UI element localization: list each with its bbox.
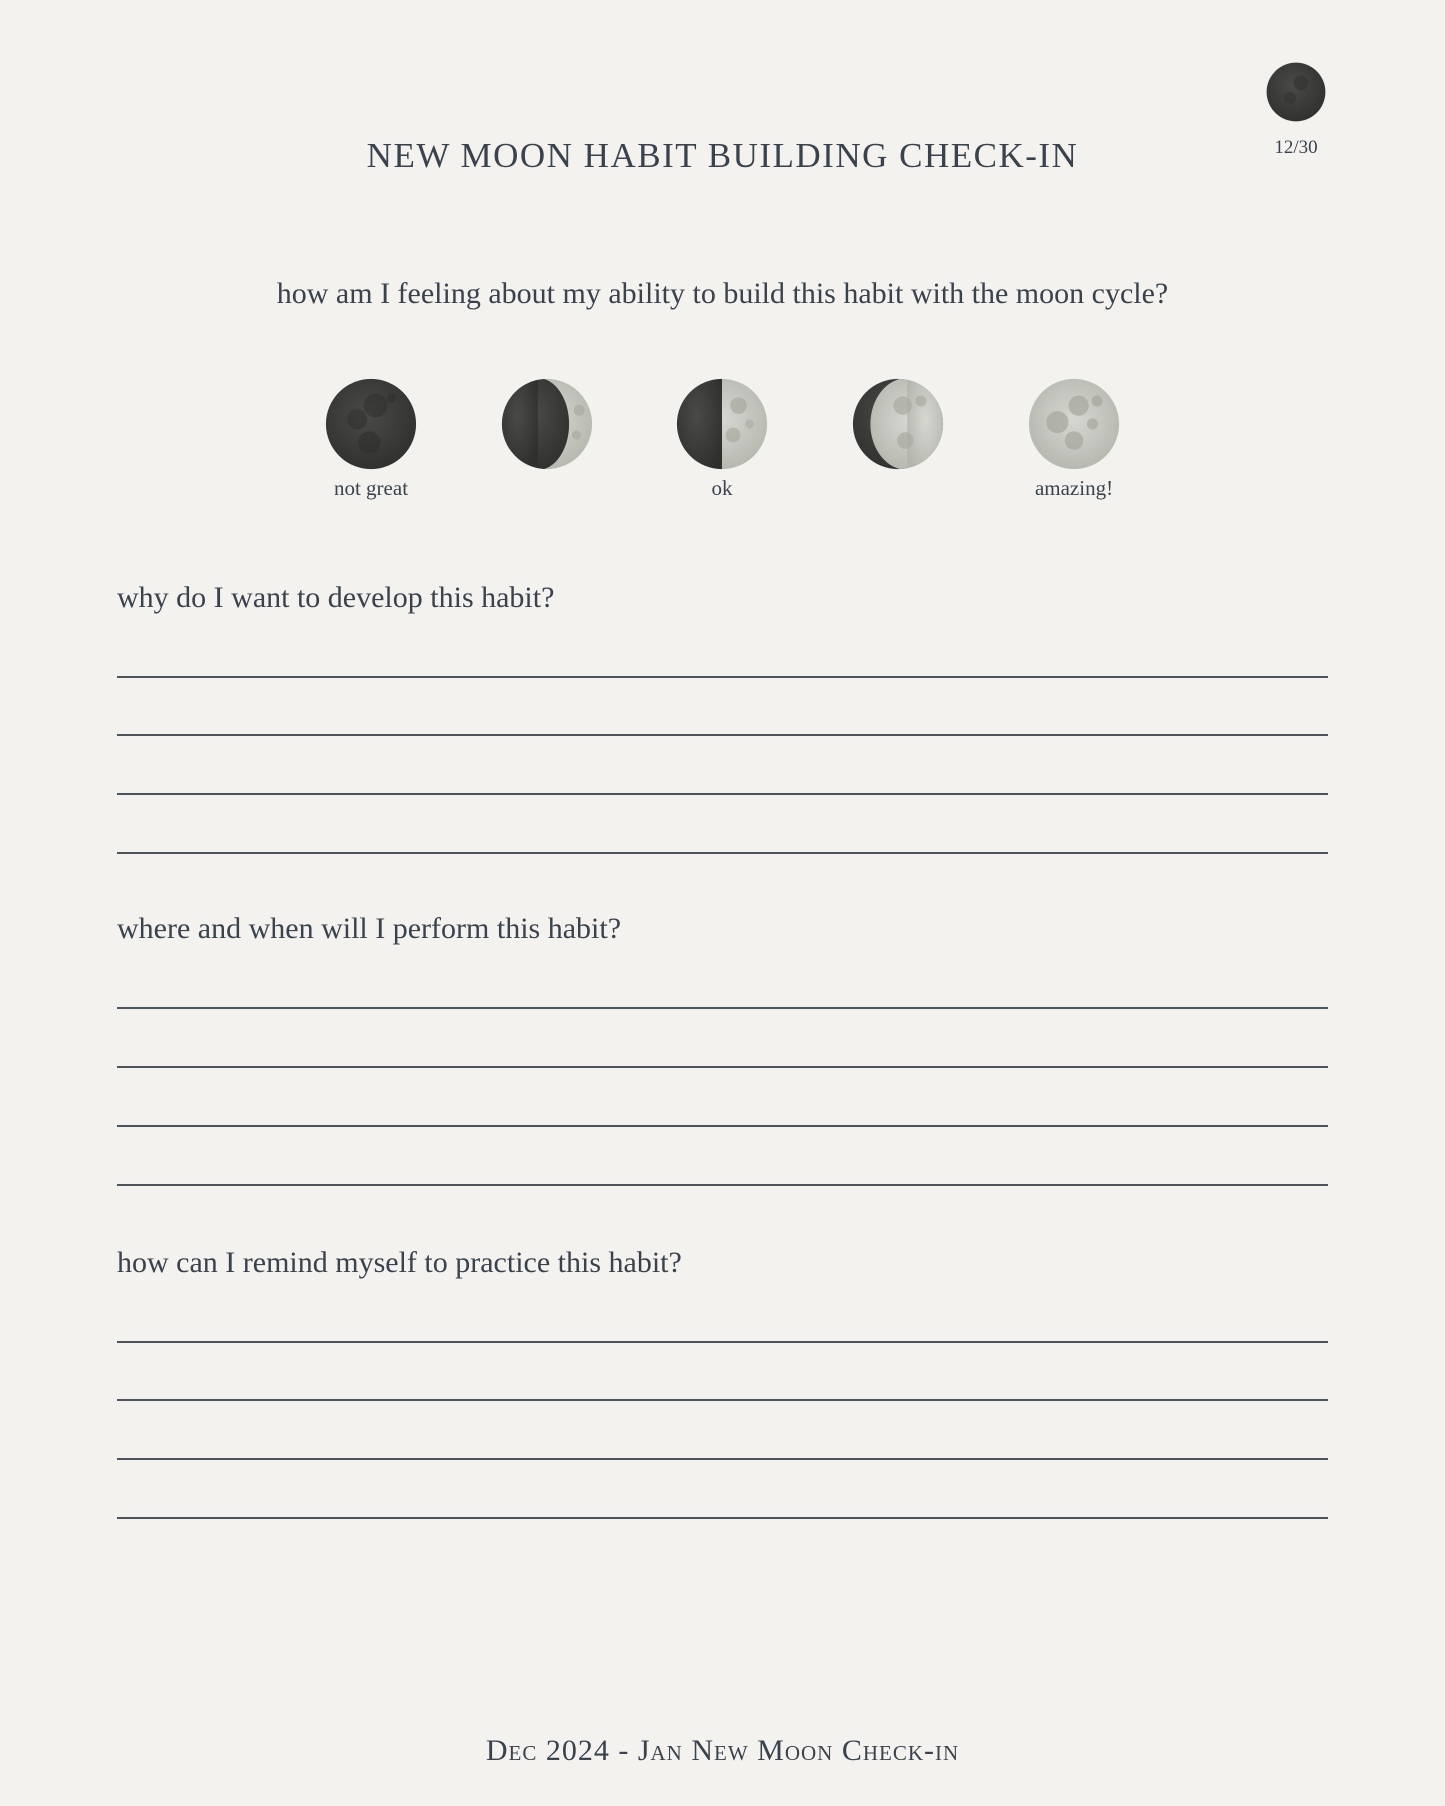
answer-line[interactable] (117, 852, 1328, 854)
answer-line[interactable] (117, 1399, 1328, 1401)
answer-line[interactable] (117, 1458, 1328, 1460)
answer-line[interactable] (117, 1341, 1328, 1343)
section-heading-remind: how can I remind myself to practice this habit? (117, 1246, 682, 1279)
scale-option-4[interactable] (818, 378, 978, 500)
scale-label: ok (711, 476, 733, 500)
scale-option-2[interactable] (467, 378, 627, 500)
section-heading-where-when: where and when will I perform this habit? (117, 912, 622, 945)
answer-line[interactable] (117, 1066, 1328, 1068)
first-quarter-moon-icon (676, 378, 768, 470)
answer-line[interactable] (117, 676, 1328, 678)
scale-option-3[interactable] (642, 378, 802, 500)
scale-option-1[interactable] (291, 378, 451, 500)
feeling-question: how am I feeling about my ability to build this habit with the moon cycle? (276, 277, 1169, 310)
new-moon-icon (1266, 62, 1326, 122)
answer-line[interactable] (117, 1125, 1328, 1127)
scale-label: not great (333, 476, 409, 500)
new-moon-icon (325, 378, 417, 470)
section-heading-why: why do I want to develop this habit? (117, 581, 555, 614)
scale-label (818, 476, 978, 500)
answer-line[interactable] (117, 1184, 1328, 1186)
day-counter: 12/30 (1274, 137, 1318, 158)
scale-label (467, 476, 627, 500)
page-footer: Dec 2024 - Jan New Moon Check-in (485, 1734, 960, 1767)
answer-line[interactable] (117, 793, 1328, 795)
answer-line[interactable] (117, 734, 1328, 736)
waxing-crescent-moon-icon (501, 378, 593, 470)
scale-label: amazing! (1034, 476, 1114, 500)
answer-line[interactable] (117, 1007, 1328, 1009)
waxing-gibbous-moon-icon (852, 378, 944, 470)
page-title: NEW MOON HABIT BUILDING CHECK-IN (366, 136, 1079, 175)
scale-option-5[interactable] (994, 378, 1154, 500)
answer-line[interactable] (117, 1517, 1328, 1519)
full-moon-icon (1028, 378, 1120, 470)
